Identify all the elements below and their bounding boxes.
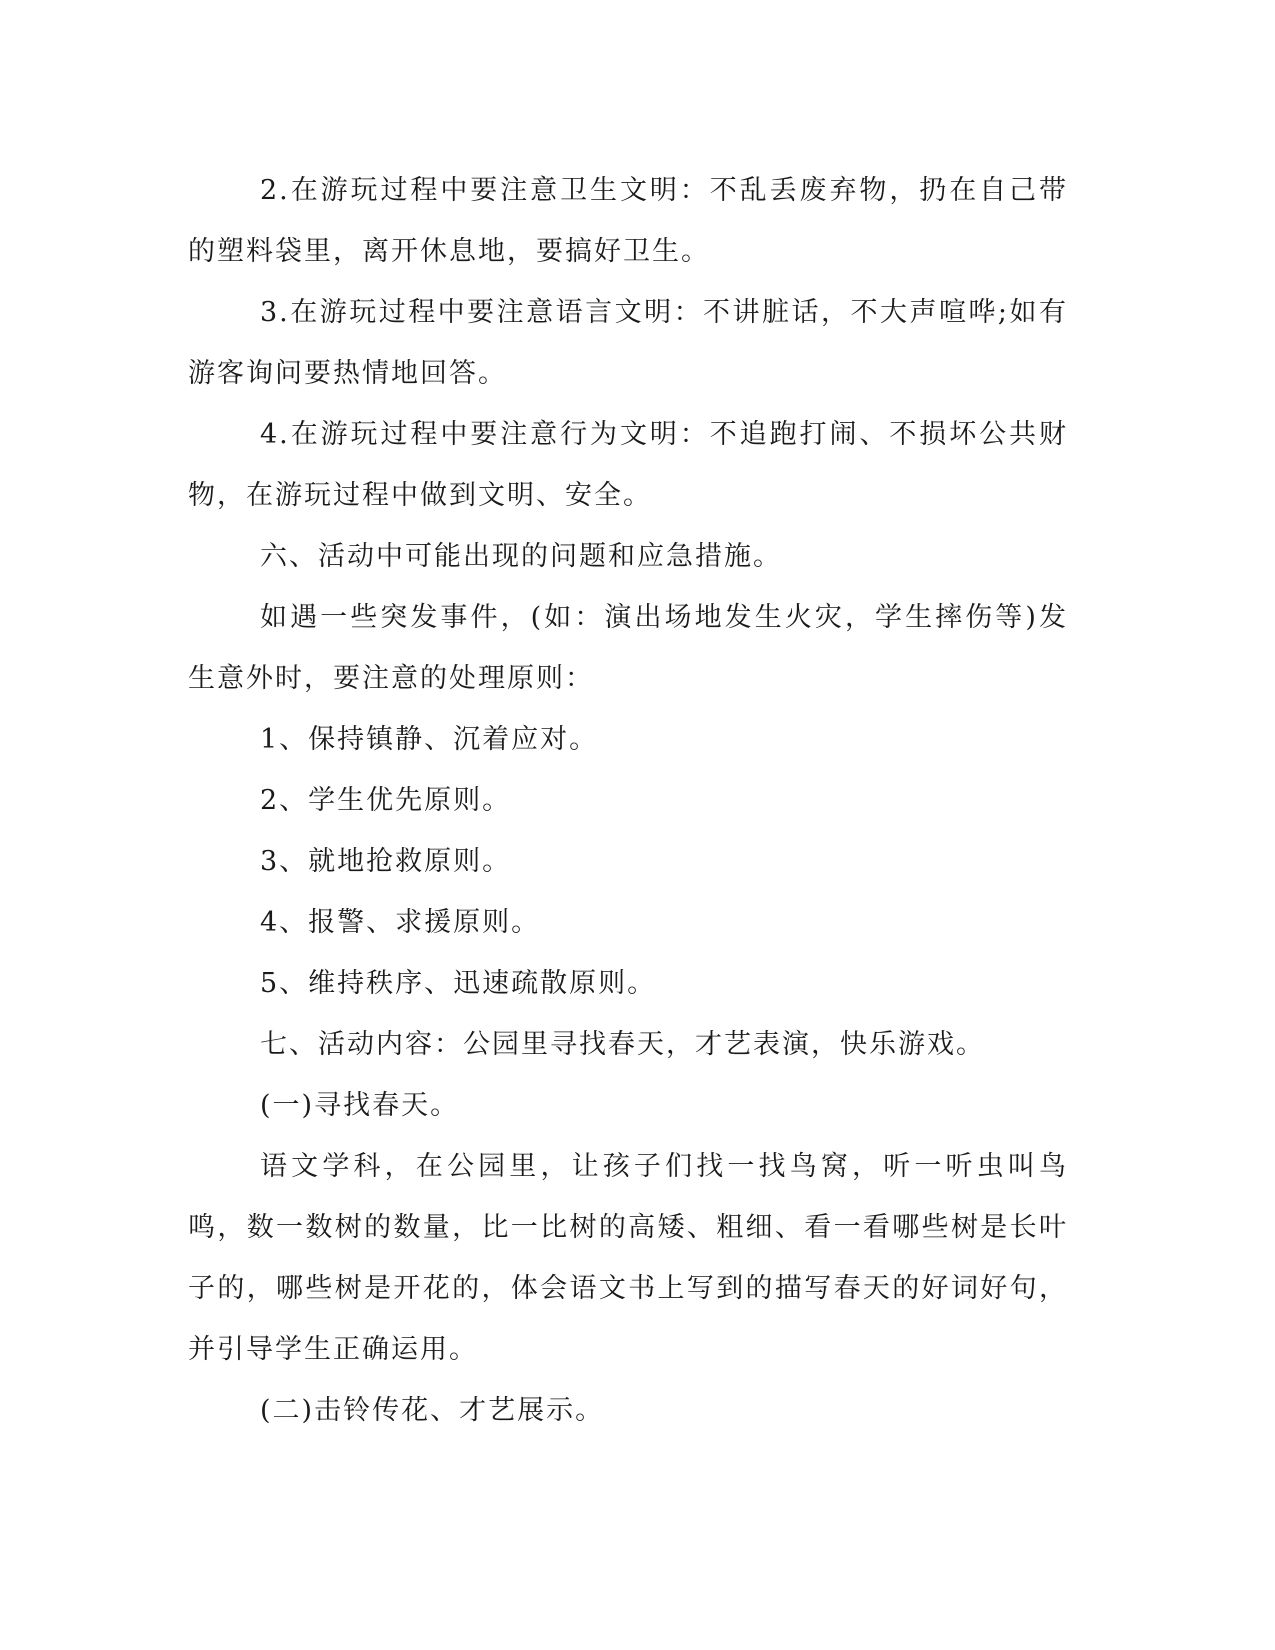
paragraph-hygiene-rule: 2.在游玩过程中要注意卫生文明：不乱丢废弃物，扔在自己带的塑料袋里，离开休息地，要搞好卫生。 xyxy=(188,175,1068,267)
list-item-principle-5: 5、维持秩序、迅速疏散原则。 xyxy=(260,968,657,999)
document-body xyxy=(188,160,1068,1441)
list-item-principle-3: 3、就地抢救原则。 xyxy=(260,846,512,877)
subheading-find-spring: (一)寻找春天。 xyxy=(260,1090,460,1121)
paragraph-behavior-rule: 4.在游玩过程中要注意行为文明：不追跑打闹、不损坏公共财物，在游玩过程中做到文明、安全。 xyxy=(188,419,1068,511)
paragraph-emergency-intro: 如遇一些突发事件，(如：演出场地发生火灾，学生摔伤等)发生意外时，要注意的处理原则： xyxy=(188,602,1068,694)
section-heading-emergency: 六、活动中可能出现的问题和应急措施。 xyxy=(260,541,782,572)
subheading-talent-show: (二)击铃传花、才艺展示。 xyxy=(260,1395,605,1426)
paragraph-find-spring: 语文学科，在公园里，让孩子们找一找鸟窝，听一听虫叫鸟鸣，数一数树的数量，比一比树的高矮、粗细、看一看哪些树是长叶子的，哪些树是开花的，体会语文书上写到的描写春天的好词好句，并引导学生正确运用。 xyxy=(188,1151,1068,1365)
list-item-principle-1: 1、保持镇静、沉着应对。 xyxy=(260,724,599,755)
section-heading-activity: 七、活动内容：公园里寻找春天，才艺表演，快乐游戏。 xyxy=(260,1029,985,1060)
paragraph-language-rule: 3.在游玩过程中要注意语言文明：不讲脏话，不大声喧哗;如有游客询问要热情地回答。 xyxy=(188,297,1068,389)
list-item-principle-2: 2、学生优先原则。 xyxy=(260,785,512,816)
list-item-principle-4: 4、报警、求援原则。 xyxy=(260,907,541,938)
